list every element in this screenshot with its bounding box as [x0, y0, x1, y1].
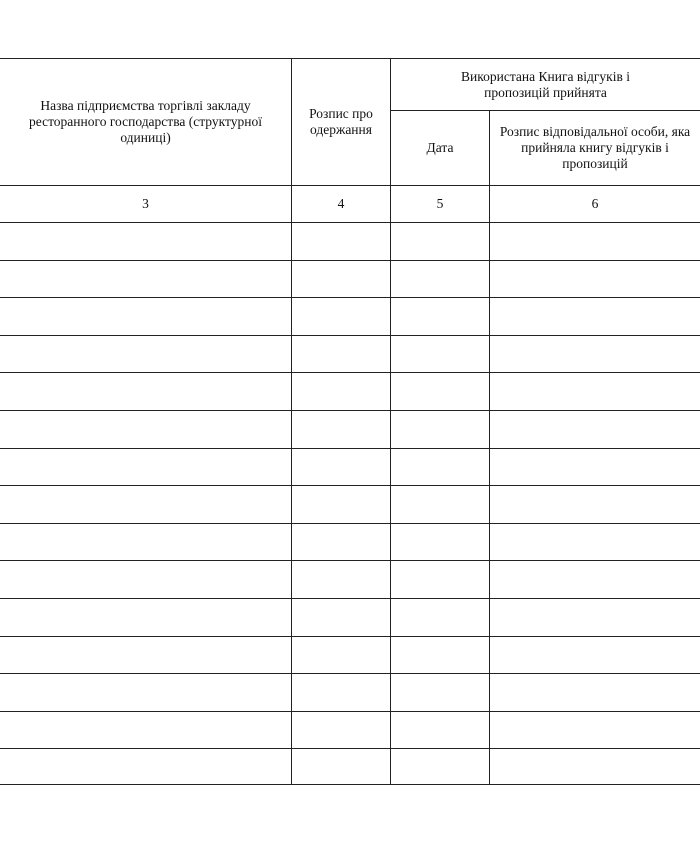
enterprise-name-cell[interactable]	[0, 486, 292, 524]
responsible-signature-cell[interactable]	[490, 598, 700, 636]
enterprise-name-cell[interactable]	[0, 373, 292, 411]
date-cell[interactable]	[391, 674, 490, 712]
table-row	[0, 335, 700, 373]
table-header	[0, 59, 700, 186]
header-date: Дата	[391, 111, 490, 186]
table-row	[0, 373, 700, 411]
table-row	[0, 223, 700, 261]
enterprise-name-cell[interactable]	[0, 711, 292, 749]
column-number: 4	[292, 186, 391, 223]
table-row	[0, 636, 700, 674]
responsible-signature-cell[interactable]	[490, 298, 700, 336]
enterprise-name-cell[interactable]	[0, 260, 292, 298]
register-form	[0, 58, 700, 785]
responsible-signature-cell[interactable]	[490, 486, 700, 524]
header-receipt-signature: Розпис про одержання	[292, 59, 391, 186]
date-cell[interactable]	[391, 486, 490, 524]
date-cell[interactable]	[391, 561, 490, 599]
table-row	[0, 260, 700, 298]
responsible-signature-cell[interactable]	[490, 260, 700, 298]
receipt-signature-cell[interactable]	[292, 711, 391, 749]
responsible-signature-cell[interactable]	[490, 636, 700, 674]
responsible-signature-cell[interactable]	[490, 410, 700, 448]
enterprise-name-cell[interactable]	[0, 561, 292, 599]
enterprise-name-cell[interactable]	[0, 674, 292, 712]
date-cell[interactable]	[391, 373, 490, 411]
date-cell[interactable]	[391, 335, 490, 373]
receipt-signature-cell[interactable]	[292, 561, 391, 599]
table-row	[0, 674, 700, 712]
enterprise-name-cell[interactable]	[0, 298, 292, 336]
table-row	[0, 410, 700, 448]
receipt-signature-cell[interactable]	[292, 448, 391, 486]
enterprise-name-cell[interactable]	[0, 636, 292, 674]
enterprise-name-cell[interactable]	[0, 410, 292, 448]
receipt-signature-cell[interactable]	[292, 674, 391, 712]
column-number-row	[0, 186, 700, 223]
table-row	[0, 561, 700, 599]
enterprise-name-cell[interactable]	[0, 598, 292, 636]
date-cell[interactable]	[391, 448, 490, 486]
receipt-signature-cell[interactable]	[292, 486, 391, 524]
date-cell[interactable]	[391, 711, 490, 749]
enterprise-name-cell[interactable]	[0, 749, 292, 785]
table-row	[0, 598, 700, 636]
column-number: 6	[490, 186, 700, 223]
header-responsible-signature: Розпис відповідальної особи, яка прийняла книгу відгуків і пропозицій	[490, 111, 700, 186]
receipt-signature-cell[interactable]	[292, 335, 391, 373]
date-cell[interactable]	[391, 223, 490, 261]
receipt-signature-cell[interactable]	[292, 598, 391, 636]
date-cell[interactable]	[391, 749, 490, 785]
header-row-top	[0, 59, 700, 111]
responsible-signature-cell[interactable]	[490, 223, 700, 261]
responsible-signature-cell[interactable]	[490, 335, 700, 373]
column-number: 5	[391, 186, 490, 223]
date-cell[interactable]	[391, 523, 490, 561]
responsible-signature-cell[interactable]	[490, 711, 700, 749]
receipt-signature-cell[interactable]	[292, 260, 391, 298]
header-used-book-group: Використана Книга відгуків і пропозицій прийнята	[391, 59, 700, 111]
enterprise-name-cell[interactable]	[0, 335, 292, 373]
responsible-signature-cell[interactable]	[490, 523, 700, 561]
table-row	[0, 448, 700, 486]
receipt-signature-cell[interactable]	[292, 636, 391, 674]
column-number: 3	[0, 186, 292, 223]
date-cell[interactable]	[391, 636, 490, 674]
header-enterprise-name: Назва підприємства торгівлі закладу ресторанного господарства (структурної одиниці)	[0, 59, 292, 186]
receipt-signature-cell[interactable]	[292, 373, 391, 411]
register-table	[0, 58, 700, 785]
date-cell[interactable]	[391, 298, 490, 336]
date-cell[interactable]	[391, 260, 490, 298]
table-row	[0, 298, 700, 336]
receipt-signature-cell[interactable]	[292, 523, 391, 561]
table-row	[0, 523, 700, 561]
responsible-signature-cell[interactable]	[490, 749, 700, 785]
enterprise-name-cell[interactable]	[0, 223, 292, 261]
responsible-signature-cell[interactable]	[490, 561, 700, 599]
table-row	[0, 749, 700, 785]
responsible-signature-cell[interactable]	[490, 448, 700, 486]
table-row	[0, 486, 700, 524]
date-cell[interactable]	[391, 598, 490, 636]
receipt-signature-cell[interactable]	[292, 298, 391, 336]
receipt-signature-cell[interactable]	[292, 749, 391, 785]
enterprise-name-cell[interactable]	[0, 448, 292, 486]
table-body	[0, 186, 700, 785]
receipt-signature-cell[interactable]	[292, 410, 391, 448]
enterprise-name-cell[interactable]	[0, 523, 292, 561]
date-cell[interactable]	[391, 410, 490, 448]
receipt-signature-cell[interactable]	[292, 223, 391, 261]
responsible-signature-cell[interactable]	[490, 674, 700, 712]
responsible-signature-cell[interactable]	[490, 373, 700, 411]
table-row	[0, 711, 700, 749]
